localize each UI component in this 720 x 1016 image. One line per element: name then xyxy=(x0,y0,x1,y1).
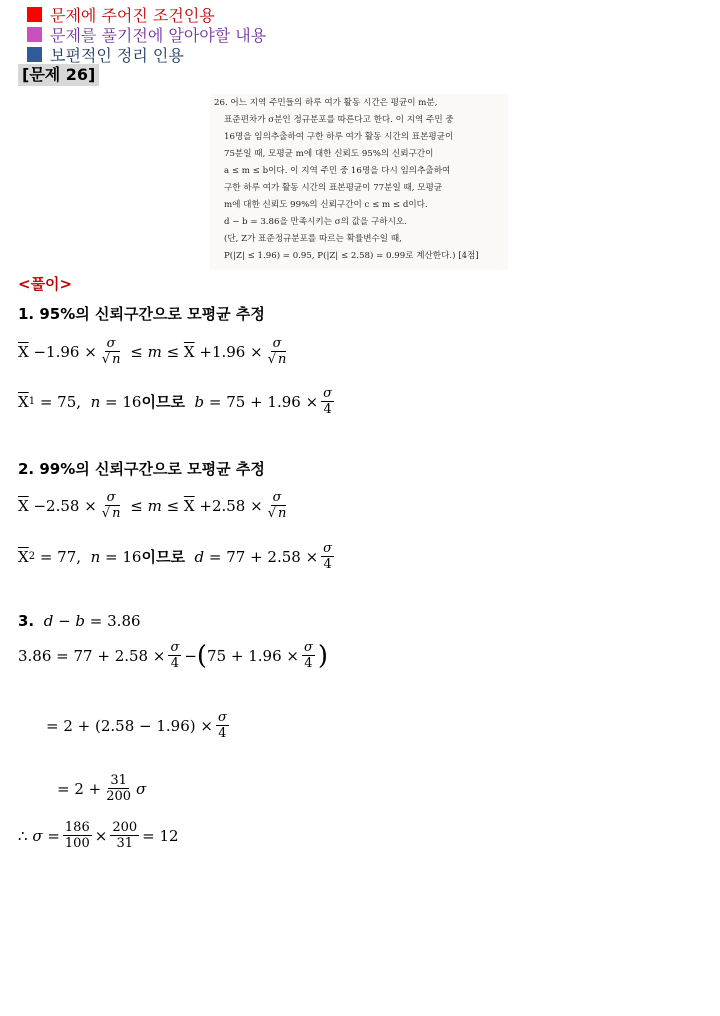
b-value-equation: $\overline{X}$ 1 = 75, n = 16 이므로 b = 75 + 1.96 × $\frac{\sigma}{4}$ xyxy=(18,386,333,417)
problem-line: d − b = 3.86을 만족시키는 σ의 값을 구하시오. xyxy=(224,217,407,227)
problem-statement-image xyxy=(210,94,508,270)
problem-number-label: [문제 26] xyxy=(18,64,99,86)
problem-line: 75분일 때, 모평균 m에 대한 신뢰도 95%의 신뢰구간이 xyxy=(224,149,434,159)
problem-line: P(|Z| ≤ 1.96) = 0.95, P(|Z| ≤ 2.58) = 0.99로 계산한다.) [4점] xyxy=(224,251,479,261)
step3-equation: = 2 + $\frac{31}{200}$ σ xyxy=(57,773,147,804)
ci99-inequality: $\overline{X}$ − 2.58 × $\frac{\sigma}{√ n}$ ≤ m ≤ $\overline{X}$ + 2.58 × $\frac{\sigma}{√ n}$ xyxy=(18,490,287,521)
legend-item-prerequisites xyxy=(27,24,266,44)
problem-line: m에 대한 신뢰도 99%의 신뢰구간이 c ≤ m ≤ d이다. xyxy=(224,200,428,210)
problem-line: 구한 하루 여가 활동 시간의 표본평균이 77분일 때, 모평균 xyxy=(224,183,443,193)
legend-label: 문제를 풀기전에 알아야할 내용 xyxy=(50,25,267,45)
d-value-equation: $\overline{X}$ 2 = 77, n = 16 이므로 d = 77 + 2.58 × $\frac{\sigma}{4}$ xyxy=(18,541,333,572)
section-heading-1: 1. 95%의 신뢰구간으로 모평균 추정 xyxy=(18,305,265,323)
legend-label: 보편적인 정리 인용 xyxy=(50,45,184,65)
purple-swatch-icon xyxy=(27,27,42,42)
problem-line: 표준편차가 σ분인 정규분포를 따른다고 한다. 이 지역 주민 중 xyxy=(224,115,454,125)
legend-item-theorems xyxy=(27,44,184,64)
legend-label: 문제에 주어진 조건인용 xyxy=(50,5,215,25)
problem-line: 26. 어느 지역 주민들의 하루 여가 활동 시간은 평균이 m분, xyxy=(214,98,438,108)
problem-line: (단, Z가 표준정규분포를 따르는 확률변수일 때, xyxy=(224,234,402,244)
blue-swatch-icon xyxy=(27,47,42,62)
step2-equation: = 2 + (2.58 − 1.96) × $\frac{\sigma}{4}$ xyxy=(46,710,227,741)
solution-label: <풀이> xyxy=(18,275,73,293)
final-answer: ∴ σ = $\frac{186}{100}$ × $\frac{200}{31}$ = 12 xyxy=(18,820,179,851)
problem-line: a ≤ m ≤ b이다. 이 지역 주민 중 16명을 다시 임의추출하여 xyxy=(224,166,451,176)
section-heading-2: 2. 99%의 신뢰구간으로 모평균 추정 xyxy=(18,460,265,478)
legend-item-conditions xyxy=(27,4,215,24)
step1-equation: 3.86 = 77 + 2.58 × $\frac{\sigma}{4}$ − ( 75 + 1.96 × $\frac{\sigma}{4}$ ) xyxy=(18,640,329,671)
problem-line: 16명을 임의추출하여 구한 하루 여가 활동 시간의 표본평균이 xyxy=(224,132,454,142)
red-swatch-icon xyxy=(27,7,42,22)
section-heading-3: 3. d − b = 3.86 xyxy=(18,612,141,630)
ci95-inequality: $\overline{X}$ − 1.96 × $\frac{\sigma}{√ n}$ ≤ m ≤ $\overline{X}$ + 1.96 × $\frac{\sigma}{√ n}$ xyxy=(18,336,287,367)
